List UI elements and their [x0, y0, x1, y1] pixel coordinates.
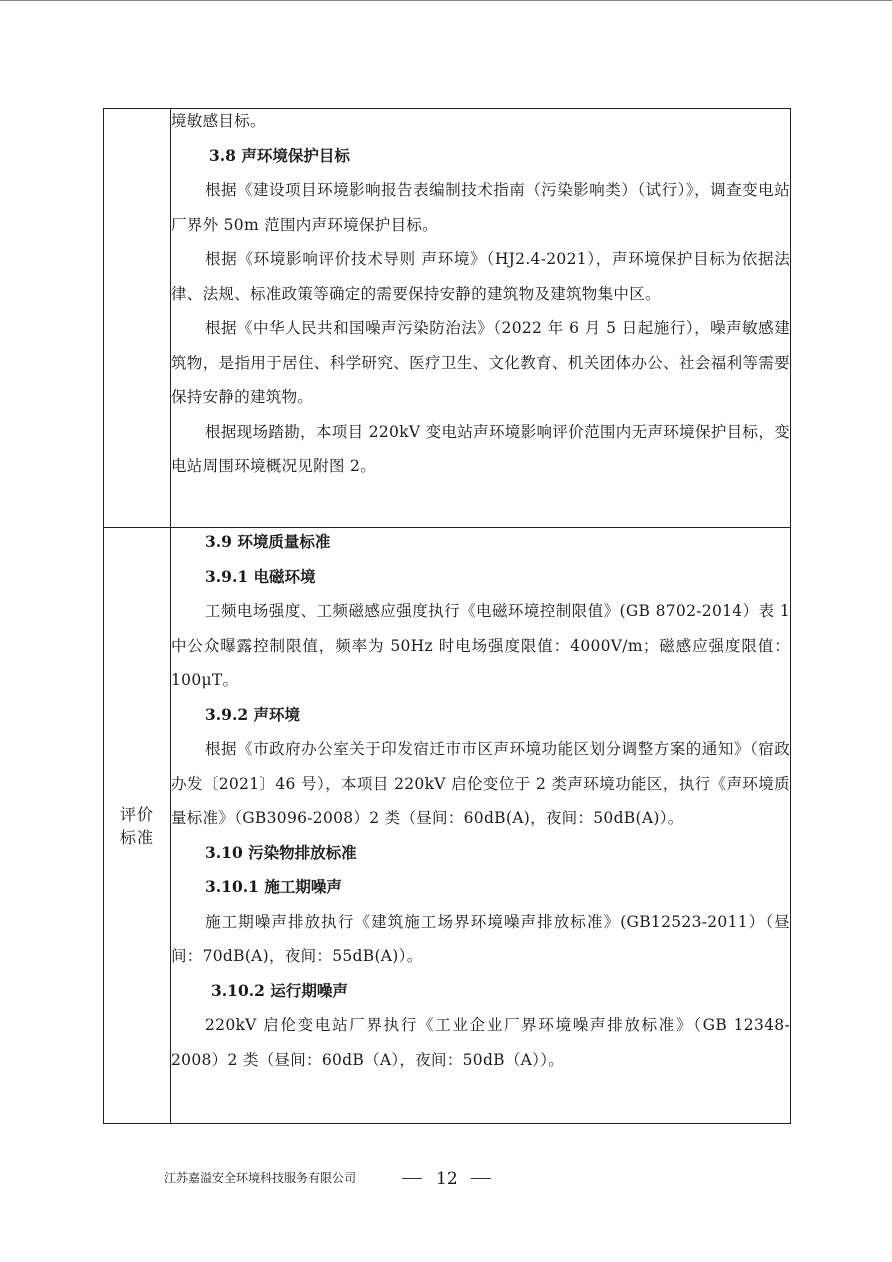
- page-number-dash: [471, 1178, 491, 1179]
- page-number-dash: [402, 1178, 422, 1179]
- footer-company: 江苏嘉溢安全环境科技服务有限公司: [164, 1171, 357, 1185]
- paragraph: 根据《市政府办公室关于印发宿迁市市区声环境功能区划分调整方案的通知》（宿政办发〔2021〕46 号），本项目 220kV 启伦变位于 2 类声环境功能区，执行《声环境质量标准》（GB3096-2008）2 类（昼间：60dB(A)，夜间：50dB(A)）。: [171, 740, 790, 827]
- paragraph: 根据《环境影响评价技术导则 声环境》（HJ2.4-2021），声环境保护目标为依据法律、法规、标准政策等确定的需要保持安静的建筑物及建筑物集中区。: [171, 250, 790, 303]
- page-top-rule: [0, 0, 892, 1]
- table-row: [104, 109, 791, 528]
- row-label-cell-standards: [104, 528, 171, 1124]
- section-heading-3-8: 3.8 声环境保护目标: [209, 145, 350, 165]
- page-footer: [164, 1166, 724, 1190]
- paragraph: 施工期噪声排放执行《建筑施工场界环境噪声排放标准》(GB12523-2011）（昼间：70dB(A)，夜间：55dB(A)）。: [171, 912, 790, 965]
- content-cell-standards: [171, 528, 791, 1124]
- section-heading-3-10: 3.10 污染物排放标准: [205, 842, 357, 862]
- section-heading-3-10-2: 3.10.2 运行期噪声: [211, 980, 348, 1000]
- row-label-line: 评价: [119, 804, 154, 824]
- section-heading-3-9-2: 3.9.2 声环境: [205, 704, 301, 724]
- paragraph-continuation: 境敏感目标。: [171, 112, 266, 130]
- section-heading-3-10-1: 3.10.1 施工期噪声: [205, 877, 342, 896]
- page-number: 12: [436, 1169, 458, 1189]
- document-table: [103, 108, 791, 1124]
- section-heading-3-9-1: 3.9.1 电磁环境: [205, 566, 316, 586]
- paragraph: 根据《中华人民共和国噪声污染防治法》（2022 年 6 月 5 日起施行），噪声敏感建筑物，是指用于居住、科学研究、医疗卫生、文化教育、机关团体办公、社会福利等需要保持安静的建筑物。: [171, 319, 790, 406]
- section-heading-3-9: 3.9 环境质量标准: [205, 532, 331, 551]
- row-label-line: 标准: [119, 827, 154, 847]
- row-label-cell-empty: [104, 109, 171, 528]
- paragraph: 根据《建设项目环境影响报告表编制技术指南（污染影响类）（试行）》，调查变电站厂界外 50m 范围内声环境保护目标。: [171, 181, 790, 234]
- table-row: [104, 528, 791, 1124]
- paragraph: 工频电场强度、工频磁感应强度执行《电磁环境控制限值》(GB 8702-2014）表 1 中公众曝露控制限值，频率为 50Hz 时电场强度限值：4000V/m；磁感应强度限值：100μT。: [171, 602, 790, 689]
- content-cell-noise-targets: [171, 109, 791, 528]
- paragraph: 根据现场踏勘，本项目 220kV 变电站声环境影响评价范围内无声环境保护目标，变电站周围环境概况见附图 2。: [171, 422, 790, 475]
- paragraph: 220kV 启伦变电站厂界执行《工业企业厂界环境噪声排放标准》（GB 12348-2008）2 类（昼间：60dB（A），夜间：50dB（A））。: [171, 1016, 790, 1069]
